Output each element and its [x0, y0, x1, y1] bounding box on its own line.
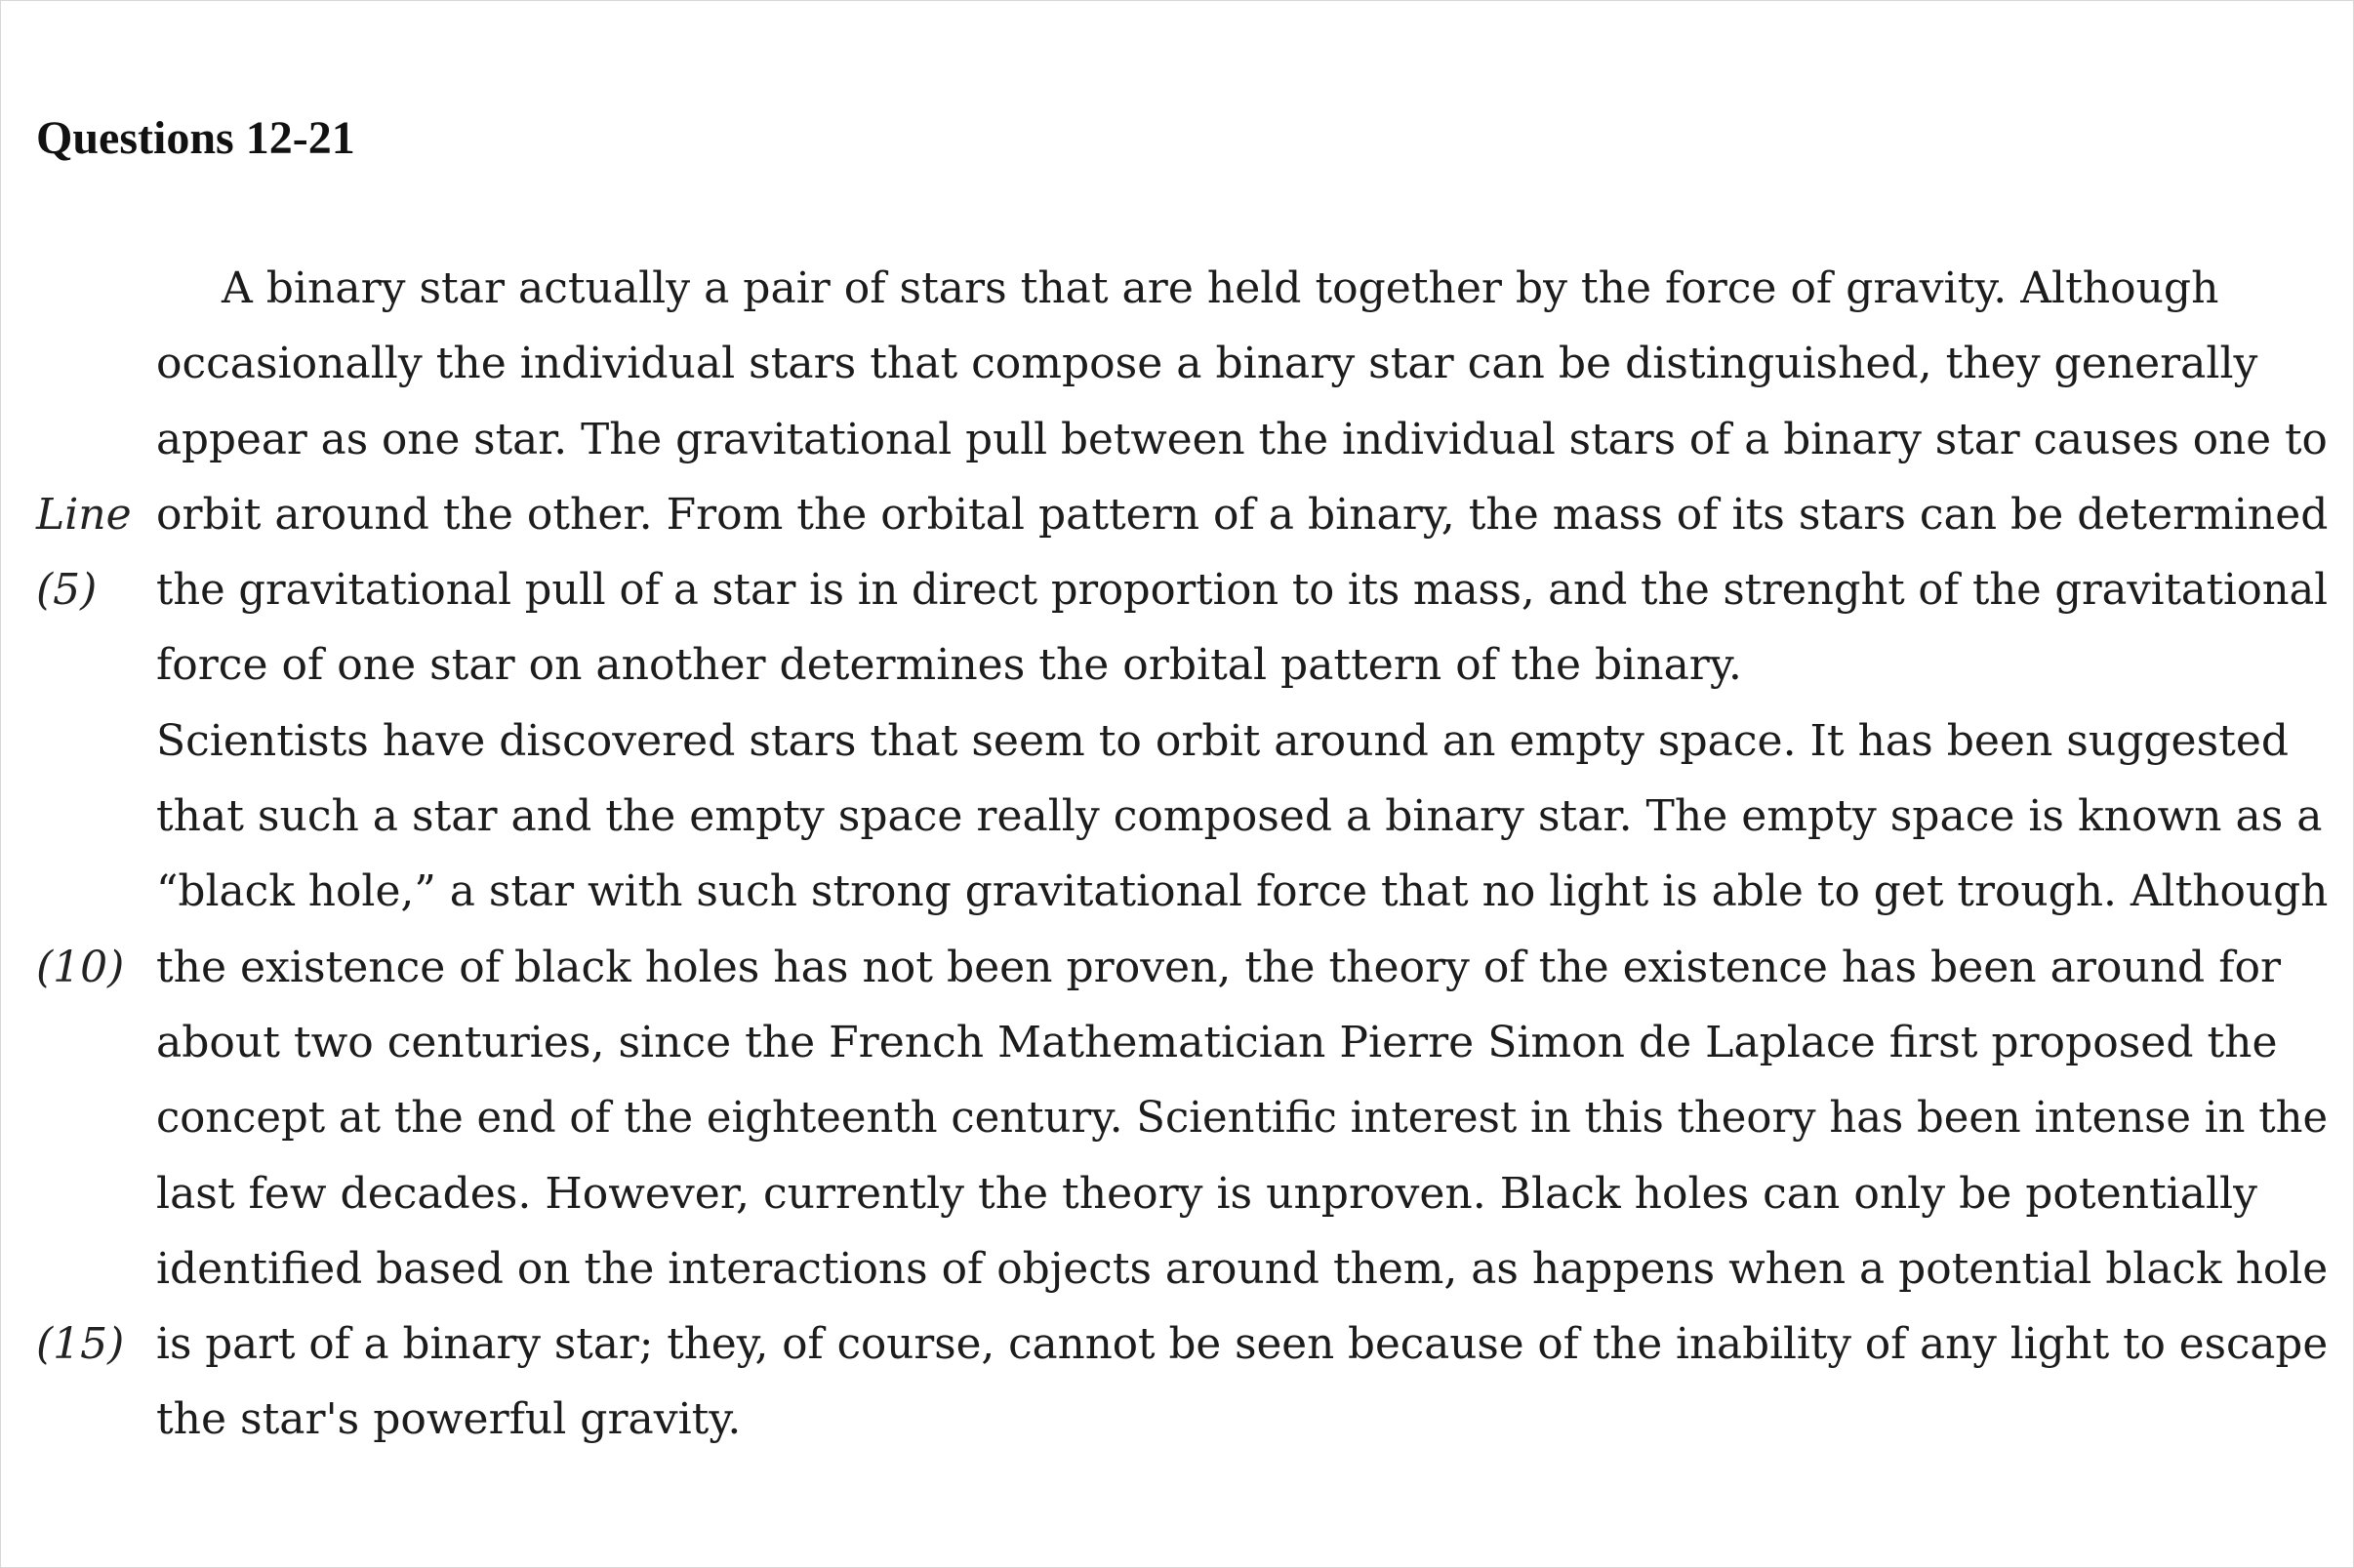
passage-line-text: force of one star on another determines the orbital pattern of the binary.: [156, 640, 1742, 691]
passage-line-text: last few decades. However, currently the theory is unproven. Black holes can only be potentially: [156, 1168, 2257, 1219]
passage-line-text: the star's powerful gravity.: [156, 1394, 742, 1445]
passage-line-text: appear as one star. The gravitational pull between the individual stars of a binary star causes one to: [156, 414, 2328, 464]
passage-line: [0, 1307, 2354, 1382]
questions-heading: Questions 12-21: [36, 112, 355, 164]
passage-line: [0, 1005, 2354, 1080]
passage-line-text: occasionally the individual stars that compose a binary star can be distinguished, they generally: [156, 339, 2258, 389]
passage-line-text: “black hole,” a star with such strong gravitational force that no light is able to get trough. Although: [156, 866, 2329, 917]
line-marker: (10): [36, 942, 125, 992]
passage-line-text: the existence of black holes has not been proven, the theory of the existence has been around for: [156, 942, 2282, 992]
line-marker: (15): [36, 1319, 125, 1370]
passage-line: [0, 402, 2354, 477]
passage-line: [0, 930, 2354, 1005]
passage-line: [0, 704, 2354, 779]
passage-line: [0, 627, 2354, 703]
passage-line-text: the gravitational pull of a star is in direct proportion to its mass, and the strenght of the gravitational: [156, 565, 2329, 616]
passage-line: [0, 1080, 2354, 1155]
passage-line: [0, 326, 2354, 401]
passage-line-text: concept at the end of the eighteenth century. Scientific interest in this theory has been intense in the: [156, 1093, 2329, 1144]
passage-line-text: A binary star actually a pair of stars that are held together by the force of gravity. Although: [222, 263, 2219, 313]
passage-line-text: Scientists have discovered stars that seem to orbit around an empty space. It has been suggested: [156, 715, 2290, 766]
passage-line-text: that such a star and the empty space really composed a binary star. The empty space is known as a: [156, 791, 2323, 842]
passage-line: [0, 1231, 2354, 1307]
reading-passage: [0, 251, 2354, 1458]
line-marker: Line: [36, 489, 132, 540]
passage-line: [0, 552, 2354, 627]
passage-line-text: about two centuries, since the French Mathematician Pierre Simon de Laplace first proposed the: [156, 1017, 2278, 1067]
passage-line: [0, 477, 2354, 552]
passage-line-text: identified based on the interactions of objects around them, as happens when a potential black hole: [156, 1243, 2329, 1294]
line-marker: (5): [36, 565, 98, 616]
passage-line-text: orbit around the other. From the orbital pattern of a binary, the mass of its stars can be determined: [156, 489, 2329, 540]
passage-line: [0, 854, 2354, 929]
passage-line-text: is part of a binary star; they, of course, cannot be seen because of the inability of any light to escape: [156, 1319, 2329, 1370]
passage-line: [0, 779, 2354, 854]
passage-line: [0, 1156, 2354, 1231]
passage-line: [0, 1382, 2354, 1457]
passage-line: [0, 251, 2354, 326]
